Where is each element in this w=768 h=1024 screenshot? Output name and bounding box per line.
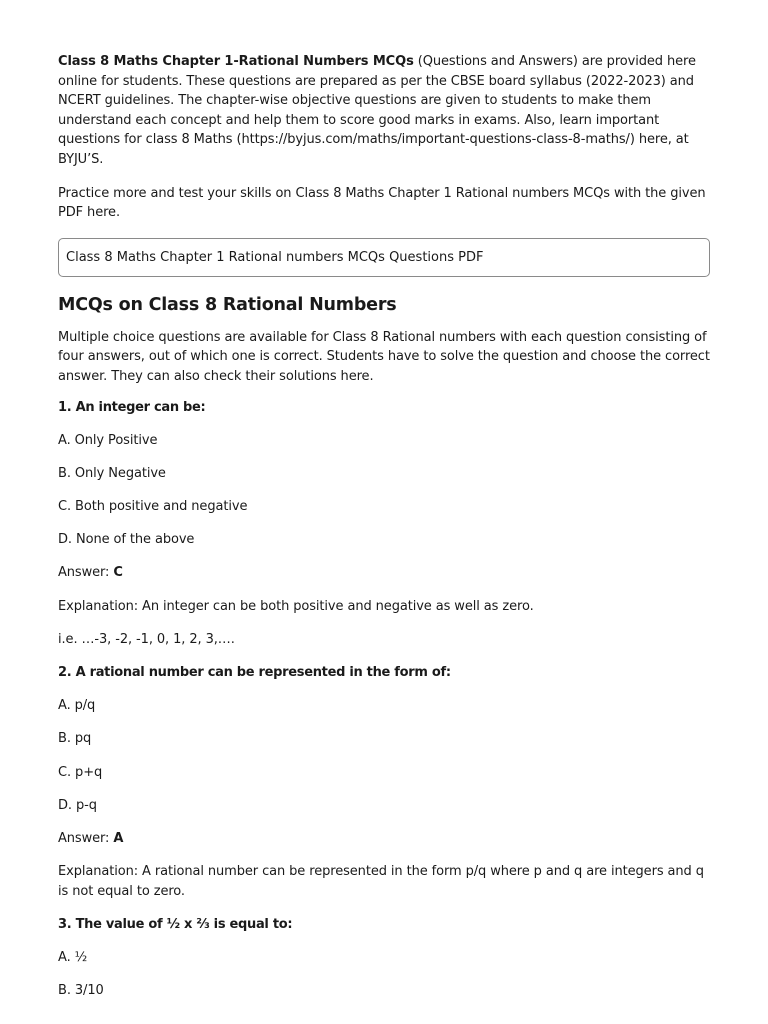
intro-paragraph xyxy=(58,52,710,170)
section-intro-paragraph: Multiple choice questions are available for Class 8 Rational numbers with each question consisting of four answers, out of which one is correct. Students have to solve the question and choose the correct answer. They can also check their solutions here. xyxy=(58,329,710,384)
question-1-answer xyxy=(58,563,710,583)
question-1-answer-value: C xyxy=(113,565,123,581)
question-1-option-b: B. Only Negative xyxy=(58,465,166,481)
question-1-option-a: A. Only Positive xyxy=(58,432,158,448)
pdf-box-label: Class 8 Maths Chapter 1 Rational numbers MCQs Questions PDF xyxy=(66,249,484,265)
intro-text: (Questions and Answers) are provided here online for students. These questions are prepared as per the CBSE board syllabus (2022-2023) and NCERT guidelines. The chapter-wise objective questions are given to students to make them understand each concept and help them to score good marks in exams. Also, learn important questions for class 8 Maths (https://byjus.com/maths/important-questions-class-8-maths/) here, at BYJU’S. xyxy=(58,54,696,167)
question-1-note: i.e. …-3, -2, -1, 0, 1, 2, 3,…. xyxy=(58,631,235,647)
question-2-option-d: D. p-q xyxy=(58,797,97,813)
pdf-download-box[interactable] xyxy=(58,238,710,277)
question-2-explanation: Explanation: A rational number can be represented in the form p/q where p and q are integers and q is not equal to zero. xyxy=(58,864,704,899)
question-3-text: 3. The value of ½ x ⅔ is equal to: xyxy=(58,916,293,932)
intro-bold-lead: Class 8 Maths Chapter 1-Rational Numbers MCQs xyxy=(58,54,414,69)
question-2-option-b: B. pq xyxy=(58,731,92,747)
question-1-explanation: Explanation: An integer can be both positive and negative as well as zero. xyxy=(58,598,534,614)
question-2-option-a: A. p/q xyxy=(58,698,96,714)
question-2-answer xyxy=(58,829,710,849)
question-1-option-c: C. Both positive and negative xyxy=(58,499,248,515)
question-1-option-d: D. None of the above xyxy=(58,532,195,548)
question-3-option-a: A. ½ xyxy=(58,950,88,966)
practice-paragraph: Practice more and test your skills on Class 8 Maths Chapter 1 Rational numbers MCQs with the given PDF here. xyxy=(58,185,706,221)
question-2-text: 2. A rational number can be represented in the form of: xyxy=(58,665,451,681)
document-page xyxy=(58,52,710,1015)
answer-label: Answer: xyxy=(58,565,114,581)
answer-label: Answer: xyxy=(58,830,114,846)
section-heading: MCQs on Class 8 Rational Numbers xyxy=(58,294,397,315)
question-2-answer-value: A xyxy=(113,830,124,846)
question-2-option-c: C. p+q xyxy=(58,764,103,780)
question-1-text: 1. An integer can be: xyxy=(58,399,206,415)
question-3-option-b: B. 3/10 xyxy=(58,983,104,999)
